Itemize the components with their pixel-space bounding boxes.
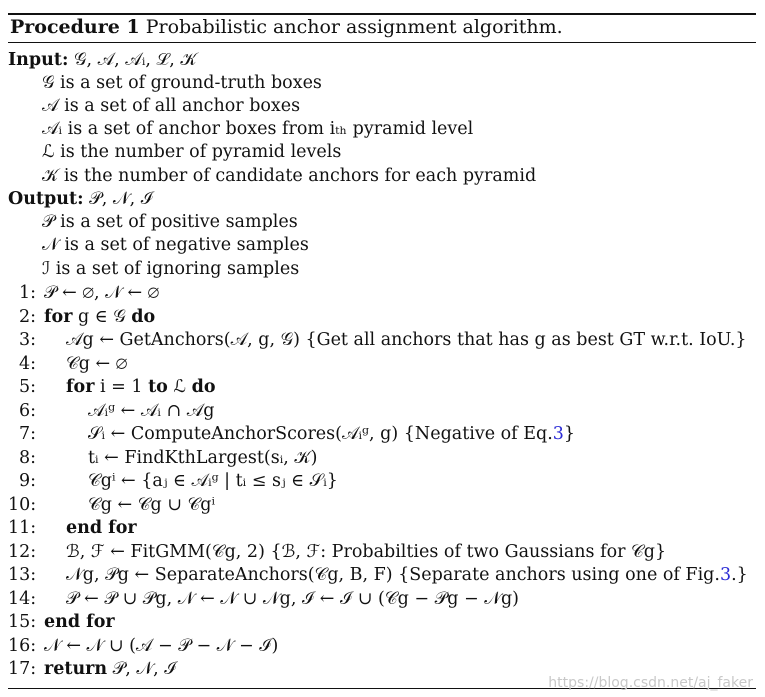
step-text: 𝒩 ← 𝒩 ∪ (𝒜 − 𝒫 − 𝒩 − ℐ) — [44, 635, 279, 656]
step-keyword: for — [66, 377, 95, 397]
step-text: 𝒞g ← ∅ — [66, 353, 128, 374]
algorithm-step — [8, 564, 748, 587]
step-content — [44, 635, 278, 658]
step-keyword: end for — [66, 518, 137, 538]
step-content — [44, 564, 748, 587]
step-text: tᵢ ← FindKthLargest(sᵢ, 𝒦) — [88, 447, 318, 468]
equation-reference-link: 3 — [552, 424, 564, 444]
step-content — [44, 541, 666, 564]
caption-rule — [8, 42, 756, 43]
step-number: 15: — [8, 612, 37, 632]
step-content — [44, 400, 214, 423]
equation-reference-link: 3 — [719, 565, 732, 585]
algorithm-step — [8, 353, 127, 376]
step-keyword: do — [131, 306, 156, 327]
output-desc-line: 𝒩 is a set of negative samples — [42, 235, 309, 255]
step-content — [44, 588, 519, 611]
step-text: i = 1 — [94, 377, 149, 397]
step-number: 8: — [18, 447, 36, 468]
output-vars: 𝒫, 𝒩, ℐ — [89, 189, 154, 209]
step-content — [44, 494, 215, 517]
algorithm-step — [8, 306, 155, 329]
step-number: 13: — [8, 565, 37, 585]
step-number: 6: — [18, 400, 36, 421]
step-text: g ∈ 𝒢 — [72, 306, 132, 327]
step-keyword: end for — [44, 612, 115, 632]
algorithm-step — [8, 541, 666, 564]
step-text: } — [563, 424, 576, 444]
input-desc-line: ℒ is the number of pyramid levels — [42, 142, 342, 162]
algorithm-step — [8, 400, 214, 423]
algorithm-step — [8, 282, 159, 305]
step-number: 17: — [8, 659, 37, 679]
step-text: 𝒞gⁱ ← {aⱼ ∈ 𝒜ᵢᵍ | tᵢ ≤ sⱼ ∈ 𝒮ᵢ} — [88, 471, 338, 491]
output-desc-line: 𝒫 is a set of positive samples — [42, 212, 298, 232]
step-number: 9: — [18, 471, 36, 491]
step-text: 𝒫 ← 𝒫 ∪ 𝒫g, 𝒩 ← 𝒩 ∪ 𝒩g, ℐ ← ℐ ∪ (𝒞g − 𝒫g − 𝒩g) — [66, 588, 520, 609]
step-content — [44, 517, 137, 540]
step-number: 7: — [18, 424, 36, 444]
step-number: 10: — [8, 494, 37, 515]
input-keyword: Input: — [8, 50, 69, 70]
step-text: ℒ — [167, 377, 192, 397]
procedure-label: Procedure 1 — [10, 16, 140, 38]
step-number: 1: — [18, 283, 36, 303]
step-number: 3: — [18, 330, 36, 350]
step-number: 2: — [18, 306, 36, 327]
step-text: 𝒜g ← GetAnchors(𝒜, g, 𝒢) {Get all anchors that has g as best GT w.r.t. IoU.} — [66, 330, 747, 350]
algorithm-step — [8, 658, 177, 681]
step-number: 4: — [18, 353, 36, 374]
input-desc-line: 𝒢 is a set of ground-truth boxes — [42, 73, 322, 93]
step-content — [44, 611, 115, 634]
step-number: 12: — [8, 541, 37, 562]
input-header — [8, 49, 197, 72]
step-text: 𝒞g ← 𝒞g ∪ 𝒞gⁱ — [88, 494, 215, 515]
algorithm-step — [8, 494, 215, 517]
step-text: 𝒫, 𝒩, ℐ — [107, 659, 177, 679]
step-content — [44, 306, 155, 329]
step-content — [44, 470, 338, 493]
step-number: 11: — [8, 518, 37, 538]
step-keyword: to — [148, 377, 168, 397]
watermark: https://blog.csdn.net/aj_faker — [548, 675, 753, 691]
algorithm-step — [8, 611, 115, 634]
step-text: .} — [731, 565, 748, 585]
input-vars: 𝒢, 𝒜, 𝒜ᵢ, ℒ, 𝒦 — [74, 50, 197, 70]
step-text: 𝒩g, 𝒫g ← SeparateAnchors(𝒞g, B, F) {Separate anchors using one of Fig. — [66, 565, 720, 585]
algorithm-step — [8, 588, 519, 611]
step-number: 5: — [18, 377, 36, 397]
step-keyword: for — [44, 306, 73, 327]
step-content — [44, 447, 317, 470]
step-content — [44, 353, 127, 376]
step-text: 𝒜ᵢᵍ ← 𝒜ᵢ ∩ 𝒜g — [88, 400, 215, 421]
step-keyword: return — [44, 659, 108, 679]
step-content — [44, 329, 747, 352]
step-content — [44, 658, 177, 681]
procedure-title: Probabilistic anchor assignment algorithm. — [145, 16, 563, 38]
input-desc-line: 𝒦 is the number of candidate anchors for each pyramid — [42, 166, 537, 186]
step-content — [44, 376, 216, 399]
algorithm-block — [8, 13, 756, 690]
step-number: 16: — [8, 635, 37, 656]
algorithm-step — [8, 470, 338, 493]
algorithm-caption — [10, 16, 563, 39]
step-content — [44, 423, 575, 446]
step-keyword: do — [191, 377, 216, 397]
algorithm-step — [8, 376, 216, 399]
step-text: 𝒮ᵢ ← ComputeAnchorScores(𝒜ᵢᵍ, g) {Negative of Eq. — [88, 424, 553, 444]
output-desc-line: ℐ is a set of ignoring samples — [42, 259, 300, 279]
step-text: 𝒫 ← ∅, 𝒩 ← ∅ — [44, 283, 160, 303]
output-keyword: Output: — [8, 189, 84, 209]
step-text: ℬ, ℱ ← FitGMM(𝒞g, 2) {ℬ, ℱ: Probabilties of two Gaussians for 𝒞g} — [66, 541, 667, 562]
step-number: 14: — [8, 588, 37, 609]
algorithm-step — [8, 423, 575, 446]
input-desc-line: 𝒜ᵢ is a set of anchor boxes from iₜₕ pyramid level — [42, 119, 474, 139]
output-header — [8, 188, 153, 211]
algorithm-step — [8, 329, 747, 352]
input-desc-line: 𝒜 is a set of all anchor boxes — [42, 96, 301, 116]
top-rule — [8, 13, 756, 15]
step-content — [44, 282, 159, 305]
algorithm-step — [8, 517, 137, 540]
algorithm-step — [8, 635, 278, 658]
algorithm-step — [8, 447, 317, 470]
